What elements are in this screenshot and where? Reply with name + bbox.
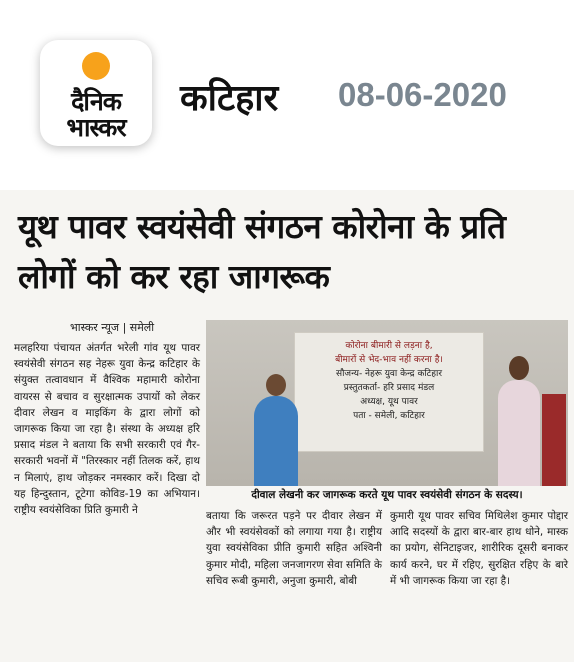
wall-painting <box>294 332 484 452</box>
wall-line: पता - समेली, कटिहार <box>353 411 425 421</box>
header <box>0 0 574 190</box>
city-name: कटिहार <box>180 78 279 119</box>
headline: यूथ पावर स्वयंसेवी संगठन कोरोना के प्रति लोगों को कर रहा जागरूक <box>18 207 506 296</box>
wall-line: प्रस्तुतकर्ता- हरि प्रसाद मंडल <box>343 383 435 393</box>
partial-figure <box>542 394 566 486</box>
sun-icon <box>82 52 110 80</box>
logo-line2: भास्कर <box>66 113 126 142</box>
photo-caption: दीवाल लेखनी कर जागरूक करते यूथ पावर स्वयंसेवी संगठन के सदस्य। <box>251 489 523 501</box>
man-figure <box>498 380 540 486</box>
logo-line1: दैनिक <box>71 87 121 116</box>
byline: भास्कर न्यूज | समेली <box>70 321 155 334</box>
head <box>266 374 286 396</box>
wall-line: बीमारों से भेद-भाव नहीं करना है। <box>335 355 443 365</box>
dainik-bhaskar-logo <box>40 40 152 146</box>
article-photo <box>206 320 568 486</box>
wall-line: सौजन्य- नेहरू युवा केन्द्र कटिहार <box>335 369 443 379</box>
article-column-2: बताया कि जरूरत पड़ने पर दीवार लेखन में और भी स्वयंसेवकों को लगाया गया है। राष्ट्रीय युवा स्वयंसेविका प्रीति कुमारी सहित अश्विनी कुमार मोदी, महिला जनजागरण सेवा समिति के सचिव रूबी कुमारी, अनुजा कुमारी, बोबी <box>206 510 382 587</box>
article-column-1: मलहरिया पंचायत अंतर्गत भरेली गांव यूथ पावर स्वयंसेवी संगठन सह नेहरू युवा केन्द्र कटिहार के संयुक्त तत्वावधान में वैश्विक महामारी कोरोना वायरस से बचाव व सुरक्षात्मक उपायों को लेकर दीवार लेखन व माइकिंग के द्वारा लोगों को जागरूक किया जा रहा है। संस्था के अध्यक्ष हरि प्रसाद मंडल ने बताया कि सभी सरकारी एवं गैर-सरकारी भवनों में "तिरस्कार नहीं तिलक करें, हाथ न मिलाएं, हाथ जोड़कर नमस्कार करें। दिखा दो यह हिन्दुस्तान, टूटेगा कोविड-19 का अभियान। राष्ट्रीय स्वयंसेविका प्रिति कुमारी ने <box>14 342 200 517</box>
news-clipping <box>0 190 574 662</box>
edition-date: 08-06-2020 <box>338 76 507 113</box>
head <box>509 356 529 380</box>
article-column-3: कुमारी यूथ पावर सचिव मिथिलेश कुमार पोद्दार आदि सदस्यों के द्वारा बार-बार हाथ धोने, मास्क का प्रयोग, सेनिटाइजर, शारीरिक दूसरी बनाकर कार्य करने, घर में रहिए, सुरक्षित रहिए के बारे में भी जागरूक किया जा रहा है। <box>390 510 568 587</box>
wall-line: अध्यक्ष, यूथ पावर <box>360 397 418 407</box>
wall-line: कोरोना बीमारी से लड़ना है, <box>345 341 433 351</box>
woman-figure <box>254 396 298 486</box>
